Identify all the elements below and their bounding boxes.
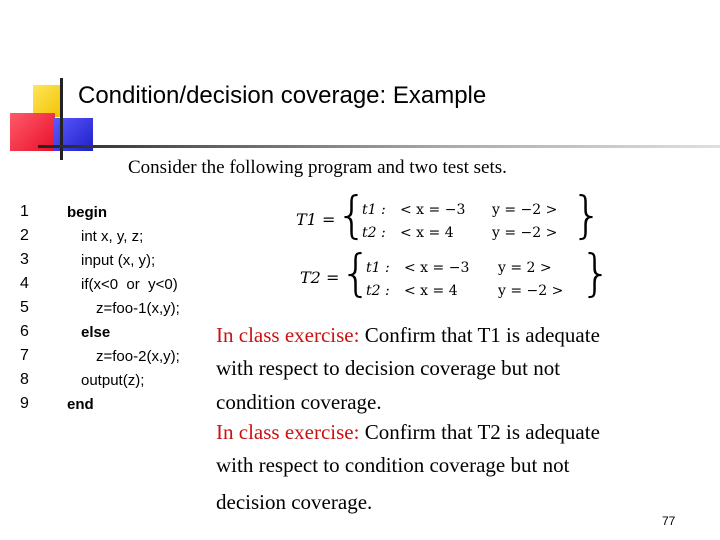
code-text: end [67, 396, 94, 413]
exercise-text [216, 320, 676, 521]
code-text: else [81, 324, 111, 341]
exercise-item [216, 417, 676, 521]
test-case-name: t2 : [366, 283, 390, 299]
code-text: z=foo-1(x,y); [96, 300, 180, 317]
test-case-y: y = −2 > [498, 283, 564, 299]
test-case-x: < x = −3 [404, 260, 470, 276]
exercise-line: decision coverage. [216, 490, 373, 514]
line-number: 4 [20, 275, 29, 292]
code-text: output(z); [81, 372, 145, 389]
title-underline [38, 145, 720, 148]
exercise-prefix: In class exercise: [216, 420, 360, 444]
exercise-line: Confirm that T1 is adequate [359, 323, 600, 347]
exercise-line: with respect to condition coverage but not [216, 453, 570, 477]
line-number: 2 [20, 227, 29, 244]
right-brace: } [571, 186, 603, 244]
line-number: 7 [20, 347, 29, 364]
line-number: 3 [20, 251, 29, 268]
exercise-line: Confirm that T2 is adequate [359, 420, 600, 444]
line-number: 8 [20, 371, 29, 388]
line-number: 1 [20, 203, 29, 220]
line-number: 5 [20, 299, 29, 316]
intro-text: Consider the following program and two test sets. [128, 157, 507, 178]
test-case-x: < x = 4 [400, 225, 454, 241]
code-text: if(x<0 or y<0) [81, 276, 178, 293]
test-set-t1 [296, 186, 603, 246]
code-text: input (x, y); [81, 252, 156, 269]
exercise-item [216, 320, 676, 417]
test-case-name: t1 : [362, 202, 386, 218]
test-set-t2 [300, 244, 612, 304]
code-text: z=foo-2(x,y); [96, 348, 180, 365]
page-number: 77 [662, 514, 676, 528]
left-brace: { [340, 244, 372, 302]
test-set-label: T2 = [300, 268, 340, 287]
line-number: 9 [20, 395, 29, 412]
exercise-prefix: In class exercise: [216, 323, 360, 347]
slide-title: Condition/decision coverage: Example [78, 82, 487, 109]
test-case-y: y = −2 > [492, 202, 558, 218]
test-set-label: T1 = [296, 210, 336, 229]
left-brace: { [336, 186, 368, 244]
code-text: begin [67, 204, 107, 221]
exercise-line: with respect to decision coverage but not [216, 356, 561, 380]
exercise-line: condition coverage. [216, 390, 382, 414]
test-case-y: y = 2 > [498, 260, 552, 276]
line-number: 6 [20, 323, 29, 340]
test-case-name: t2 : [362, 225, 386, 241]
test-case-y: y = −2 > [492, 225, 558, 241]
code-text: int x, y, z; [81, 228, 144, 245]
test-case-x: < x = −3 [400, 202, 466, 218]
test-case-name: t1 : [366, 260, 390, 276]
right-brace: } [580, 244, 612, 302]
test-case-x: < x = 4 [404, 283, 458, 299]
